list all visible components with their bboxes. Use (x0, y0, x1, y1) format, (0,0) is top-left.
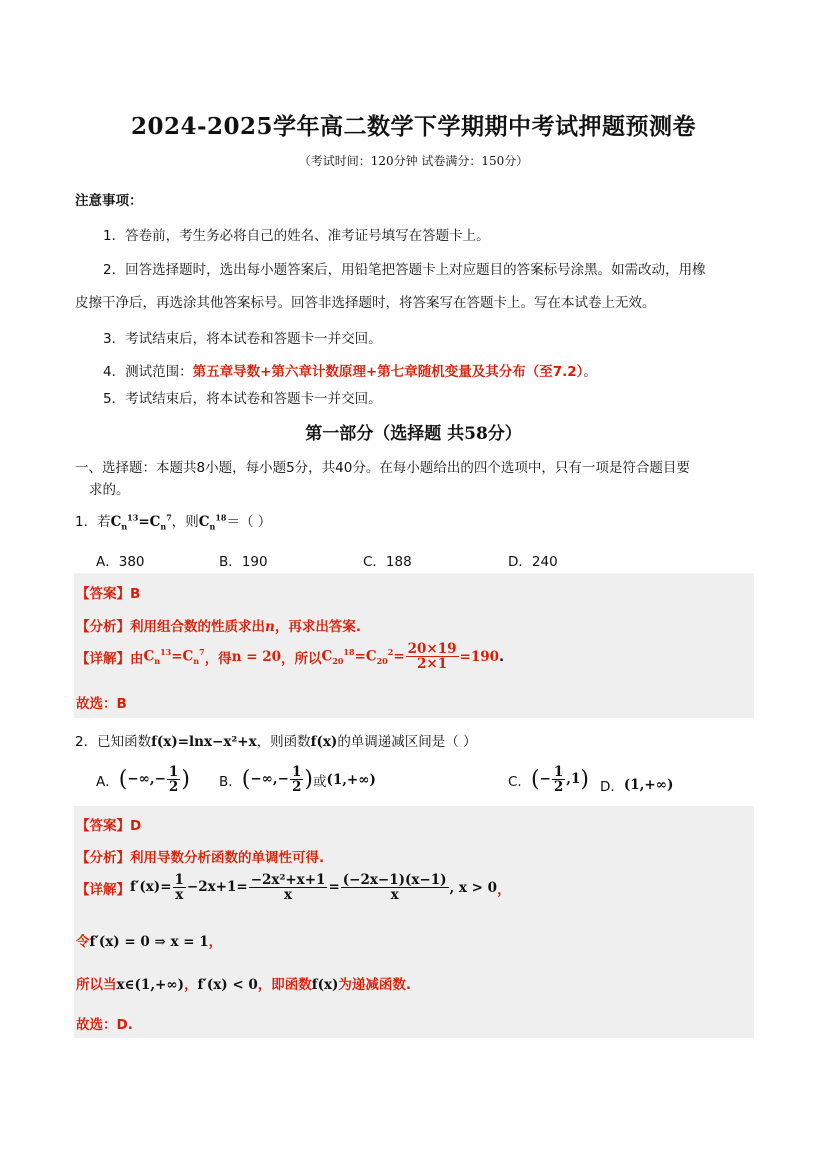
q1-analysis-text: 利用组合数的性质求出 (130, 619, 265, 635)
q1-detail-text-3: ，所以 (281, 650, 322, 667)
question-2-stem (75, 730, 477, 750)
q2-option-d-label: D． (600, 779, 624, 795)
q1-target-combination: $C_n^{18}$ (198, 512, 227, 532)
q2-line3-mid-1: ， (183, 977, 198, 993)
q1-detail: 【详解】 由 $C_n^{13}=C_n^7$ ，得 n = 20 ，所以 $C_{20}^{18}=C_{20}^2=$ $\frac{20\times 19}{2\times 1}$ =190 . (76, 641, 505, 673)
question-1-number: 1．若 (75, 514, 111, 530)
q1-answer-value: B (130, 586, 141, 602)
q2-answer-value: D (130, 818, 142, 834)
q2-detail-condition: , x > 0 (449, 879, 498, 896)
q2-option-b-label: B． (219, 773, 242, 790)
q2-analysis-tag: 【分析】 (76, 850, 130, 866)
q2-solution-box (74, 806, 754, 1038)
q1-option-d: D．240 (508, 554, 558, 570)
q1-choose: 故选：B (76, 696, 127, 712)
q2-line2-equation: f′(x) = 0 ⇒ x = 1 (89, 934, 209, 950)
q1-analysis-var: n (265, 619, 275, 635)
q1-option-c: C．188 (363, 554, 412, 570)
notice-item-2-line-2: 皮擦干净后，再选涂其他答案标号。回答非选择题时，将答案写在答题卡上。写在本试卷上无效。 (75, 295, 656, 311)
q2-line3-end: 为递减函数. (338, 977, 412, 993)
q2-option-d-interval: (1,+∞) (623, 777, 674, 793)
q1-detail-denominator: 2×1 (417, 656, 448, 673)
q1-answer (76, 582, 140, 602)
q1-detail-result: =190 (459, 648, 500, 665)
q2-answer (76, 814, 141, 834)
q2-line3-mid-2: ，即函数 (257, 977, 312, 993)
q2-function-definition: f(x)=lnx−x²+x (151, 734, 257, 750)
notice-item-5: 5．考试结束后，将本试卷和答题卡一并交回。 (103, 391, 382, 407)
q2-line3-interval: x∈(1,+∞) (116, 977, 184, 993)
q2-detail-tag: 【详解】 (76, 881, 130, 898)
q2-option-c (508, 765, 589, 794)
q2-derivative: f′(x)= $\frac{1}{x}$ −2x+1= $\frac{\text{−2x²+x+1}}{x}$ = $\frac{(-2x-1)(x-1)}{x}$ (130, 872, 447, 904)
q1-detail-n: n = 20 (231, 648, 282, 665)
q2-option-c-interval: (− $\frac{1}{2}$ ,1) (530, 764, 589, 796)
q1-answer-tag: 【答案】 (76, 586, 130, 602)
question-1-stem (75, 510, 271, 532)
question-2-number: 2．已知函数 (75, 734, 152, 750)
q2-option-a-label: A． (96, 773, 119, 790)
notice-heading: 注意事项： (75, 193, 143, 209)
q2-option-b-interval: (−∞,− $\frac{1}{2}$ ) (241, 764, 313, 796)
q2-option-b-interval-2: (1,+∞) (326, 771, 376, 788)
q1-option-a: A．380 (96, 554, 145, 570)
q1-analysis-tag: 【分析】 (76, 619, 130, 635)
q2-analysis (76, 846, 324, 866)
q1-detail-combination: $C_{20}^{18}=C_{20}^2=$ (321, 647, 405, 667)
q1-analysis-end: ，再求出答案. (274, 619, 361, 635)
q1-analysis (76, 615, 361, 635)
q2-line3-prefix: 所以当 (76, 977, 117, 993)
q2-option-b-or: 或 (312, 773, 327, 790)
question-1-stem-end: ＝（ ） (226, 514, 272, 530)
exam-info: （考试时间：120分钟 试卷满分：150分） (298, 154, 529, 168)
notice-item-1: 1．答卷前，考生务必将自己的姓名、准考证号填写在答题卡上。 (103, 228, 490, 244)
q2-detail-comma: ， (497, 881, 511, 898)
notice-item-3: 3．考试结束后，将本试卷和答题卡一并交回。 (103, 331, 382, 347)
q2-option-a (96, 765, 190, 794)
q2-detail-line-3 (76, 973, 411, 993)
q1-detail-numerator: 20×19 (407, 641, 457, 657)
part1-intro-line-2: 求的。 (89, 482, 130, 498)
q1-combination-equation: $C_n^{13}=C_n^7$ (110, 512, 172, 532)
q1-detail-fraction (406, 642, 459, 671)
q2-answer-tag: 【答案】 (76, 818, 130, 834)
q2-line2-prefix: 令 (76, 934, 90, 950)
notice-item-2-line-1: 2．回答选择题时，选出每小题答案后，用铅笔把答题卡上对应题目的答案标号涂黑。如需改动，用橡 (103, 262, 706, 278)
q2-function: f(x) (310, 734, 338, 750)
q1-detail-text-2: ，得 (204, 650, 232, 667)
q2-line3-function: f(x) (311, 977, 339, 993)
q1-option-b: B．190 (219, 554, 268, 570)
notice-item-4-prefix: 4．测试范围： (103, 364, 193, 380)
notice-item-4-suffix: 。 (583, 364, 597, 380)
part1-intro-line-1: 一、选择题：本题共8小题，每小题5分，共40分。在每小题给出的四个选项中，只有一项是符合题目要 (75, 460, 690, 476)
question-1-stem-mid: ，则 (171, 514, 199, 530)
q2-option-d (600, 775, 673, 795)
page-title: 2024-2025学年高二数学下学期期中考试押题预测卷 (130, 113, 697, 140)
q2-detail-line-2 (76, 930, 222, 950)
q2-option-b (219, 765, 376, 794)
q2-choose: 故选：D. (76, 1017, 133, 1033)
q1-detail-equation: $C_n^{13}=C_n^7$ (143, 647, 205, 667)
question-2-stem-end: 的单调递减区间是（ ） (337, 734, 477, 750)
q2-analysis-text: 利用导数分析函数的单调性可得. (130, 850, 325, 866)
q2-line2-end: ， (208, 934, 223, 950)
notice-item-4 (103, 360, 597, 380)
section-title: 第一部分（选择题 共58分） (305, 424, 522, 444)
q2-line3-inequality: f′(x) < 0 (197, 977, 258, 993)
q1-detail-text-1: 由 (130, 650, 144, 667)
test-range: 第五章导数+第六章计数原理+第七章随机变量及其分布（至7.2） (192, 364, 584, 380)
q2-option-c-label: C． (508, 773, 531, 790)
question-2-stem-mid: ，则函数 (256, 734, 311, 750)
q1-detail-tag: 【详解】 (76, 650, 130, 667)
q2-option-a-interval: (−∞,− $\frac{1}{2}$ ) (118, 764, 190, 796)
q2-detail (76, 873, 511, 902)
